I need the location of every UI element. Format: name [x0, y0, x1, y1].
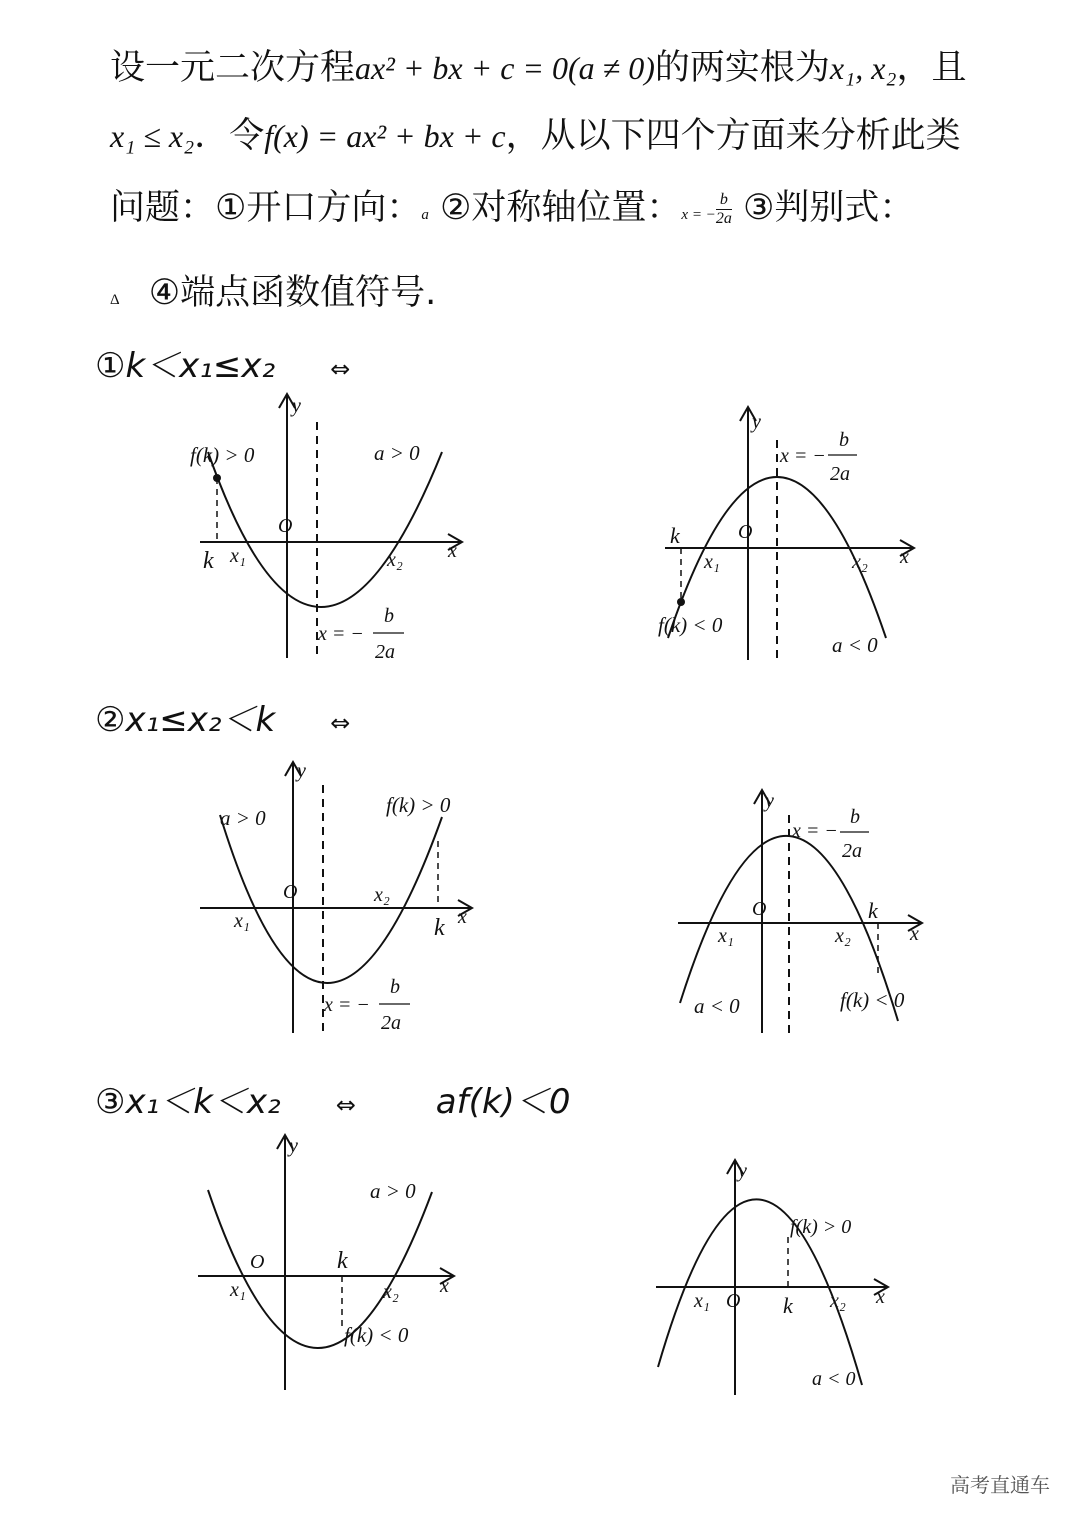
y-label: y: [765, 790, 774, 812]
fk-neg-label: f(k) < 0: [658, 613, 723, 637]
watermark: 高考直通车: [950, 1473, 1050, 1497]
case-3-condition: x₁＜k＜x₂: [125, 1082, 281, 1122]
x1-label: x₁: [234, 910, 250, 932]
x-label: x: [900, 546, 909, 568]
graph-case1-a-positive: [180, 390, 480, 670]
fk-pos-label: f(k) > 0: [386, 793, 451, 817]
intro-text-4: ．令: [194, 116, 265, 156]
intro-text-8: ④端点函数值符号.: [148, 273, 437, 313]
origin-label: O: [752, 898, 767, 920]
quadratic-equation: ax² + bx + c = 0(a ≠ 0): [355, 50, 655, 86]
graph-case2-a-positive: [190, 755, 490, 1040]
x-label: x: [458, 906, 467, 928]
fk-point: [213, 474, 221, 482]
intro-line-3: [110, 180, 914, 230]
origin-label: O: [278, 515, 293, 537]
x2-label: x₂: [387, 549, 403, 571]
axis-b: b: [384, 605, 394, 627]
axis-2a: 2a: [830, 463, 850, 485]
k-label: k: [670, 523, 680, 548]
graph-case2-a-negative: [670, 785, 940, 1040]
axis-denominator: 2a: [715, 209, 732, 227]
axis-b: b: [390, 976, 400, 998]
x-label: x: [448, 540, 457, 562]
fk-neg-label: f(k) < 0: [840, 988, 905, 1012]
x2-label: x₂: [383, 1281, 399, 1303]
x2-label: x₂: [830, 1290, 846, 1312]
a-pos-label: a > 0: [374, 441, 420, 465]
case-1-heading: [95, 338, 350, 387]
case-3-heading: [95, 1074, 570, 1123]
x-label: x: [876, 1286, 885, 1308]
x1-label: x₁: [718, 925, 734, 947]
fk-pos-label: f(k) > 0: [790, 1216, 852, 1238]
graph-case3-a-negative: [650, 1155, 910, 1400]
intro-text-7: ③判别式：: [742, 188, 915, 228]
case-3-result: af(k)＜0: [435, 1082, 571, 1122]
x1-label: x₁: [230, 545, 246, 567]
axis-fraction: [716, 191, 732, 228]
fk-neg-label: f(k) < 0: [344, 1323, 409, 1347]
intro-text-5a: ，从以下四个方面来分析此类: [505, 116, 961, 156]
axis-b: b: [839, 429, 849, 451]
case-3-equiv: ⇔: [335, 1091, 356, 1119]
axis-eq-label: x = −: [792, 820, 838, 842]
graph-case3-a-positive: [190, 1130, 470, 1395]
intro-text-1: 设一元二次方程: [110, 48, 356, 88]
axis-2a: 2a: [842, 840, 862, 862]
x1-label: x₁: [694, 1290, 710, 1312]
y-label: y: [752, 411, 761, 433]
x-label: x: [910, 923, 919, 945]
delta-symbol: Δ: [110, 292, 120, 308]
case-1-number: ①: [95, 346, 126, 386]
axis-eq-label: x = −: [318, 623, 364, 645]
case-3-number: ③: [95, 1082, 126, 1122]
intro-line-2: [110, 108, 961, 158]
intro-text-3: ，且: [896, 48, 967, 88]
graph-case1-a-negative: [650, 400, 930, 670]
origin-label: O: [283, 881, 298, 903]
axis-eq-label: x = −: [324, 994, 370, 1016]
case-1-equiv: ⇔: [330, 355, 351, 383]
axis-numerator: b: [716, 191, 732, 210]
axis-2a: 2a: [375, 641, 395, 663]
intro-text-2: 的两实根为: [654, 48, 830, 88]
y-label: y: [289, 1135, 298, 1157]
a-pos-label: a > 0: [220, 806, 266, 830]
axis-eq-label: x = −: [780, 445, 826, 467]
y-label: y: [297, 760, 306, 782]
case-2-equiv: ⇔: [330, 709, 351, 737]
case-2-number: ②: [95, 700, 126, 740]
function-definition: f(x) = ax² + bx + c: [264, 118, 506, 154]
axis-lhs: x = −: [681, 207, 716, 223]
intro-text-6: ②对称轴位置：: [440, 188, 682, 228]
case-2-condition: x₁≤x₂＜k: [125, 700, 276, 740]
case-1-condition: k＜x₁≤x₂: [125, 346, 276, 386]
x1-label: x₁: [704, 551, 720, 573]
intro-line-1: [110, 40, 967, 90]
x-label: x: [440, 1275, 449, 1297]
y-label: y: [292, 395, 301, 417]
intro-text-5b: 问题：①开口方向：: [110, 188, 422, 228]
x2-label: x₂: [852, 551, 868, 573]
origin-label: O: [726, 1290, 741, 1312]
k-label: k: [434, 915, 445, 941]
origin-label: O: [738, 521, 753, 543]
parabola: [220, 815, 442, 983]
intro-line-4: [110, 265, 436, 315]
roots-label: x₁, x₂: [829, 50, 897, 86]
a-symbol: a: [421, 207, 429, 223]
y-label: y: [738, 1160, 747, 1182]
axis-b: b: [850, 806, 860, 828]
case-2-heading: [95, 692, 350, 741]
a-neg-label: a < 0: [832, 633, 878, 657]
x1-label: x₁: [230, 1279, 246, 1301]
root-order: x₁ ≤ x₂: [110, 118, 195, 154]
origin-label: O: [250, 1251, 265, 1273]
axis-2a: 2a: [381, 1012, 401, 1034]
k-label: k: [783, 1293, 793, 1318]
parabola: [208, 452, 442, 607]
a-pos-label: a > 0: [370, 1179, 416, 1203]
k-label: k: [868, 898, 878, 923]
fk-pos-label: f(k) > 0: [190, 443, 255, 467]
k-label: k: [203, 548, 214, 574]
x2-label: x₂: [374, 884, 390, 906]
k-label: k: [337, 1248, 348, 1274]
a-neg-label: a < 0: [812, 1368, 856, 1390]
x2-label: x₂: [835, 925, 851, 947]
a-neg-label: a < 0: [694, 994, 740, 1018]
fk-point: [677, 598, 685, 606]
